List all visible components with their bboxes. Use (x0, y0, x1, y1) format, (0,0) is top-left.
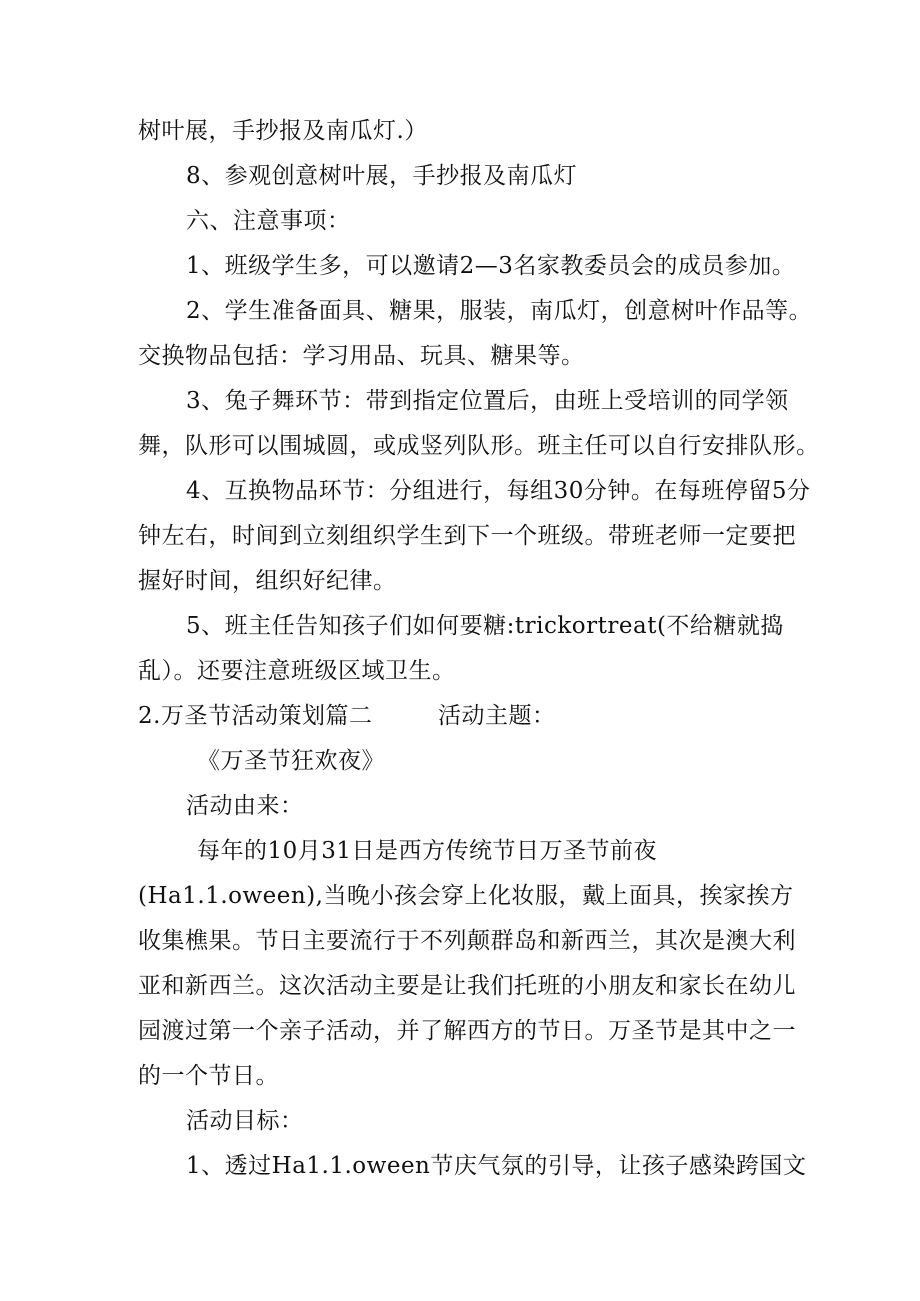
text-line: 收集樵果。节日主要流行于不列颠群岛和新西兰，其次是澳大利 (138, 928, 796, 954)
text-line: 3、兔子舞环节：带到指定位置后，由班上受培训的同学领 (186, 388, 789, 414)
text-line: 交换物品包括：学习用品、玩具、糖果等。 (138, 343, 585, 369)
text-line: 亚和新西兰。这次活动主要是让我们托班的小朋友和家长在幼儿 (138, 973, 796, 999)
text-line: 舞，队形可以围城圆，或成竖列队形。班主任可以自行安排队形。 (138, 433, 820, 459)
text-line: 握好时间，组织好纪律。 (138, 568, 397, 594)
text-line: 园渡过第一个亲子活动，并了解西方的节日。万圣节是其中之一 (138, 1018, 796, 1044)
activity-theme-label: 活动主题： (438, 703, 556, 729)
text-line: 1、透过Ha1.1.oween节庆气氛的引导，让孩子感染跨国文 (186, 1153, 807, 1179)
text-line: 8、参观创意树叶展，手抄报及南瓜灯 (186, 163, 578, 189)
text-line: 1、班级学生多，可以邀请2—3名家教委员会的成员参加。 (186, 253, 796, 279)
text-line: (Ha1.1.oween),当晚小孩会穿上化妆服，戴上面具，挨家挨方 (138, 883, 794, 909)
section-heading: 六、注意事项： (186, 208, 351, 234)
text-line: 每年的10月31日是西方传统节日万圣节前夜 (197, 838, 658, 864)
text-line: 5、班主任告知孩子们如何要糖:trickortreat(不给糖就捣 (186, 613, 784, 639)
text-line: 4、互换物品环节：分组进行，每组30分钟。在每班停留5分 (186, 478, 811, 504)
activity-theme-title: 《万圣节狂欢夜》 (197, 748, 385, 774)
section-heading: 活动目标： (186, 1108, 304, 1134)
text-line: 2、学生准备面具、糖果，服装，南瓜灯，创意树叶作品等。 (186, 298, 813, 324)
text-line: 乱）。还要注意班级区域卫生。 (138, 658, 456, 684)
section-title: 2.万圣节活动策划篇二 (138, 703, 373, 729)
text-line: 钟左右，时间到立刻组织学生到下一个班级。带班老师一定要把 (138, 523, 796, 549)
text-line: 树叶展，手抄报及南瓜灯.） (138, 118, 428, 144)
section-heading: 活动由来： (186, 793, 304, 819)
text-line: 的一个节日。 (138, 1063, 279, 1089)
